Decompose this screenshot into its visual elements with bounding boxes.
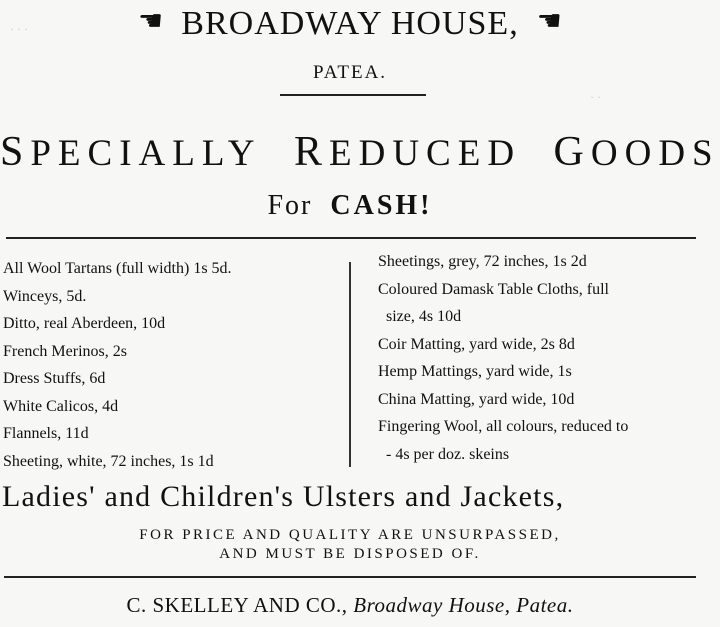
divider: [280, 94, 426, 96]
list-item: White Calicos, 4d: [3, 397, 119, 415]
left-price-list: [3, 255, 232, 475]
list-item: size, 4s 10d: [386, 308, 462, 325]
list-item: Dress Stuffs, 6d: [3, 370, 106, 387]
list-item: Coloured Damask Table Cloths, full: [378, 280, 609, 298]
list-item: Coir Matting, yard wide, 2s 8d: [378, 335, 575, 353]
price-line: AND MUST BE DISPOSED OF.: [219, 546, 481, 562]
store-title: BROADWAY HOUSE,: [181, 5, 519, 42]
list-item: - 4s per doz. skeins: [386, 445, 510, 463]
town-name: PATEA.: [312, 62, 388, 83]
list-item: French Merinos, 2s: [3, 342, 127, 360]
list-item: Flannels, 11d: [3, 425, 89, 442]
ulsters-heading: Ladies' and Children's Ulsters and Jackets,: [2, 480, 565, 513]
list-item: Sheeting, white, 72 inches, 1s 1d: [3, 452, 214, 470]
list-item: Sheetings, grey, 72 inches, 1s 2d: [378, 253, 587, 270]
firm-address: Broadway House, Patea.: [353, 593, 574, 617]
list-item: Ditto, real Aberdeen, 10d: [3, 315, 166, 332]
list-item: Hemp Mattings, yard wide, 1s: [378, 363, 572, 380]
headline: SPECIALLY REDUCED GOODS: [0, 129, 720, 175]
bleed-through-text: · · ·: [10, 22, 28, 36]
price-statement: [0, 527, 700, 563]
list-item: Winceys, 5d.: [3, 287, 87, 305]
divider: [4, 576, 696, 578]
firm-name: C. SKELLEY AND CO.,: [126, 593, 348, 617]
pointing-hand-icon: ☚: [536, 6, 563, 37]
list-item: All Wool Tartans (full width) 1s 5d.: [3, 260, 232, 277]
price-line: FOR PRICE AND QUALITY ARE UNSURPASSED,: [139, 527, 561, 543]
bleed-through-text: · ·: [590, 90, 601, 104]
right-price-list: [378, 248, 628, 468]
column-divider: [349, 262, 351, 467]
cash-line: For CASH!: [267, 190, 433, 221]
pointing-hand-icon: ☛: [137, 6, 164, 37]
footer-signature: [0, 593, 700, 618]
divider: [6, 237, 696, 239]
list-item: Fingering Wool, all colours, reduced to: [378, 418, 629, 435]
masthead: [0, 4, 700, 43]
list-item: China Matting, yard wide, 10d: [378, 390, 575, 408]
